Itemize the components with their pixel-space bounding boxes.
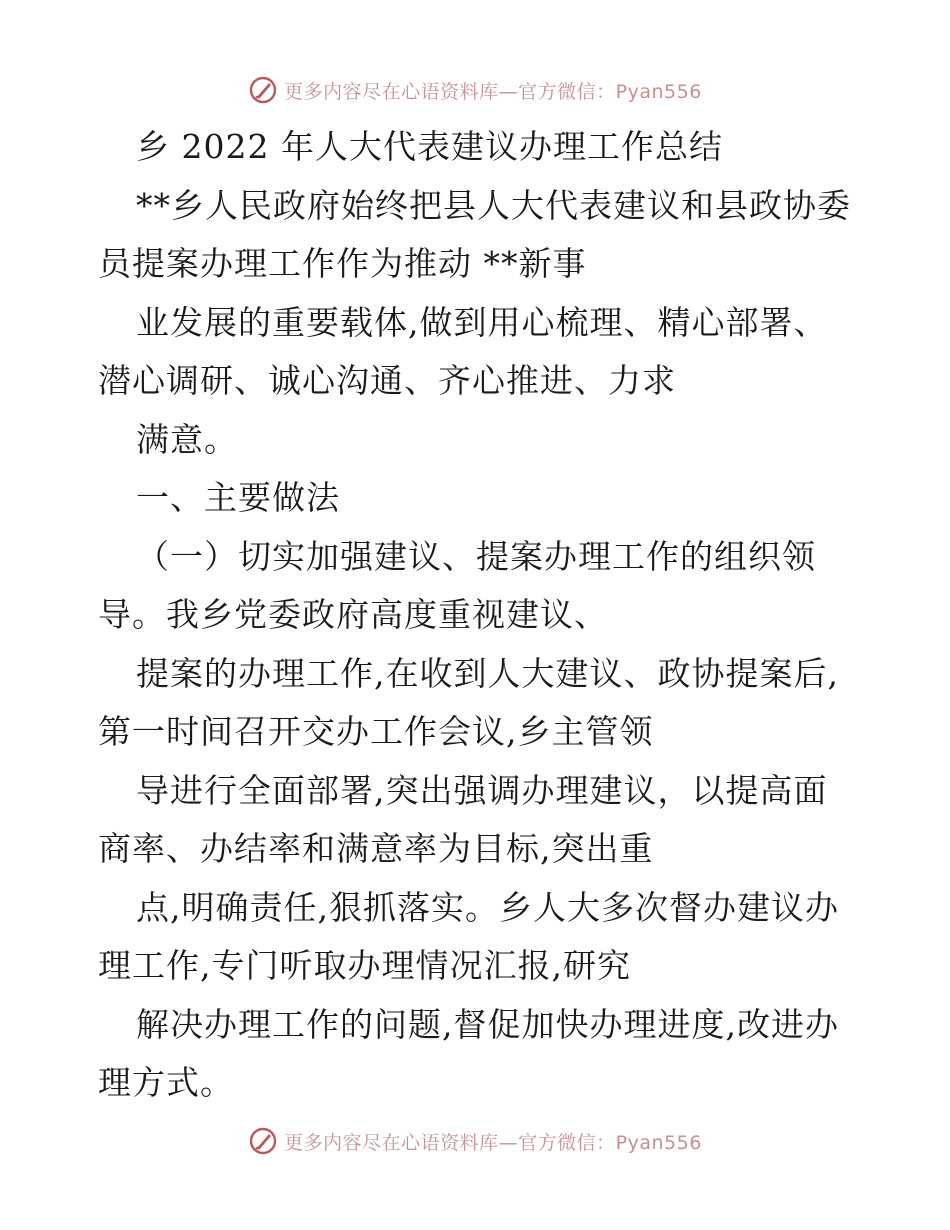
paragraph-line: 导进行全面部署,突出强调办理建议，以提高面 [136, 770, 828, 810]
document-body [98, 118, 868, 1113]
paragraph-line: 点,明确责任,狠抓落实。乡人大多次督办建议办 [136, 887, 839, 927]
watermark-banner-top [0, 70, 950, 110]
watermark-banner-bottom [0, 1121, 950, 1161]
paragraph-line: 员提案办理工作作为推动 **新事 [98, 244, 587, 283]
watermark-text-bottom: 更多内容尽在心语资料库—官方微信：Pyan556 [284, 1131, 702, 1154]
paragraph-line: **乡人民政府始终把县人大代表建议和县政协委 [136, 185, 851, 225]
paragraph-line: 理工作,专门听取办理情况汇报,研究 [98, 946, 631, 985]
paragraph-line: 导。我乡党委政府高度重视建议、 [98, 595, 608, 634]
paragraph-line: 一、主要做法 [136, 478, 340, 517]
paragraph-line: 第一时间召开交办工作会议,乡主管领 [98, 712, 654, 751]
watermark-text-top: 更多内容尽在心语资料库—官方微信：Pyan556 [284, 80, 702, 103]
quill-logo-icon [248, 75, 278, 105]
paragraph-line: 理方式。 [98, 1063, 234, 1102]
quill-logo-icon [248, 1126, 278, 1156]
paragraph-line: 提案的办理工作,在收到人大建议、政协提案后, [136, 653, 839, 693]
paragraph-line: 潜心调研、诚心沟通、齐心推进、力求 [98, 361, 676, 400]
paragraph-line: 商率、办结率和满意率为目标,突出重 [98, 829, 654, 868]
paragraph-line: 乡 2022 年人大代表建议办理工作总结 [136, 127, 723, 166]
paragraph-line: （一）切实加强建议、提案办理工作的组织领 [136, 536, 816, 576]
paragraph-line: 业发展的重要载体,做到用心梳理、精心部署、 [136, 302, 828, 342]
paragraph-line: 解决办理工作的问题,督促加快办理进度,改进办 [136, 1004, 839, 1044]
paragraph-line: 满意。 [136, 419, 238, 459]
